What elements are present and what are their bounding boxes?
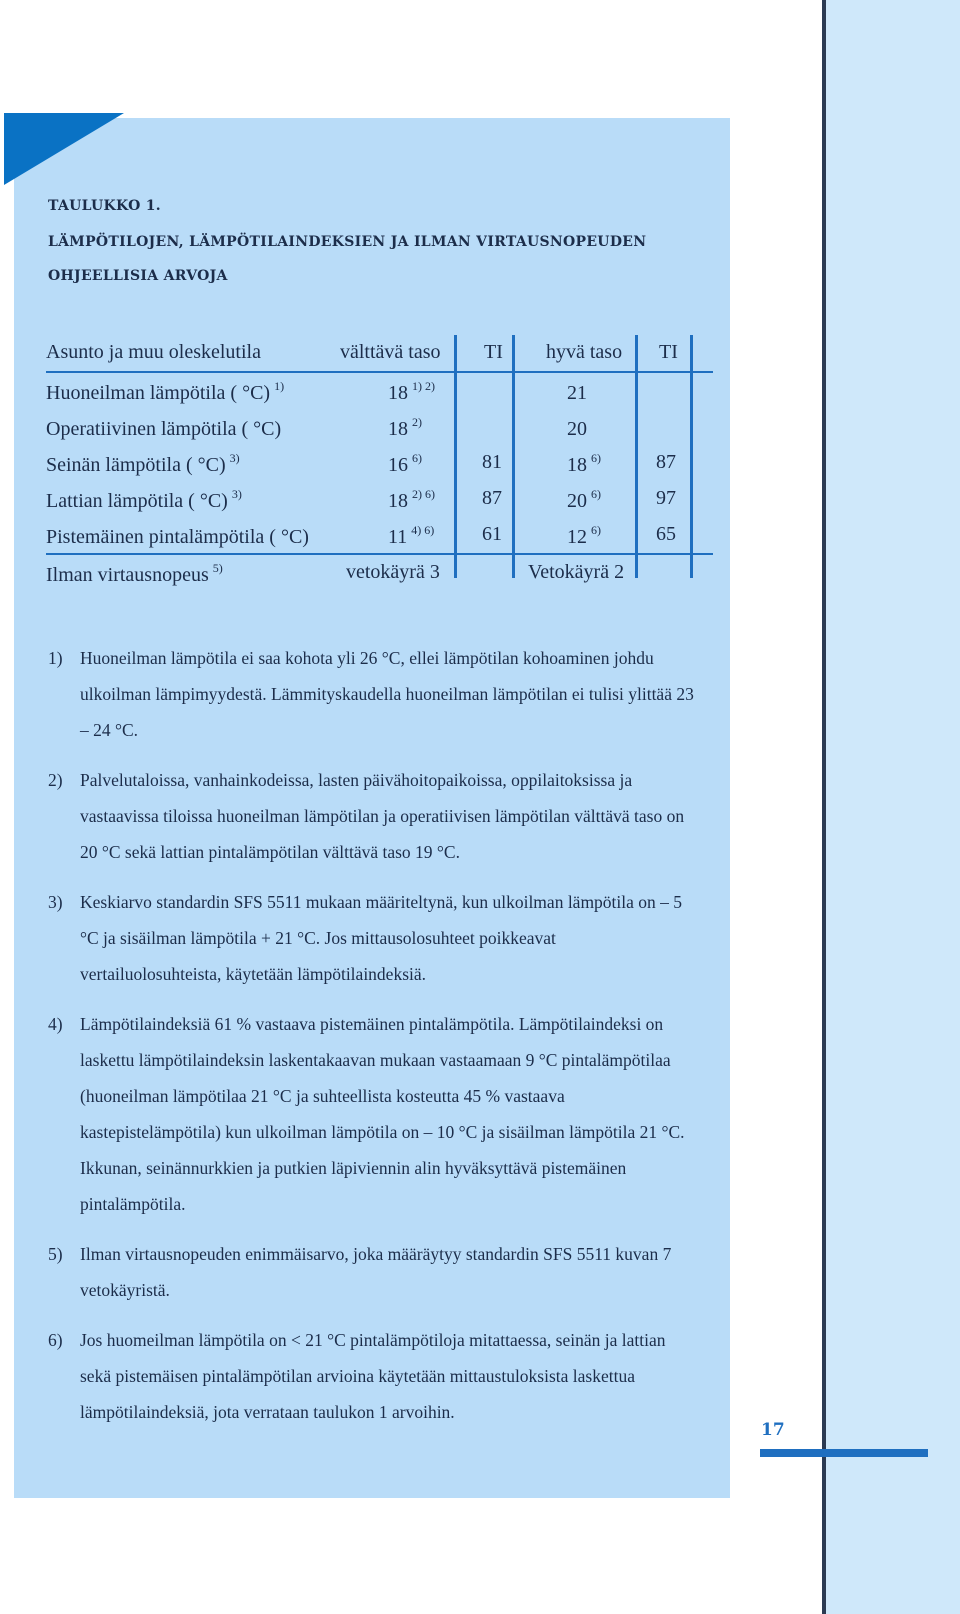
row-ti-acceptable: 87	[482, 487, 502, 509]
footnote	[48, 884, 698, 992]
row-ti-good: 87	[656, 451, 676, 473]
table-row	[46, 409, 713, 445]
footnote	[48, 1236, 698, 1308]
table-column-divider	[512, 335, 515, 578]
page-number-bar	[760, 1449, 928, 1457]
values-table	[46, 335, 713, 591]
header-ti-1: TI	[484, 341, 503, 363]
header-ti-2: TI	[659, 341, 678, 363]
corner-triangle	[4, 113, 124, 185]
row-good-value: 20 $^{6)}$	[567, 487, 601, 512]
header-category: Asunto ja muu oleskelutila	[46, 341, 261, 363]
footnote-text: Lämpötilaindeksiä 61 % vastaava pistemäinen pintalämpötila. Lämpötilaindeksi on laskettu lämpötilaindeksin laskentakaavan mukaan vastaamaan 9 °C pintalämpötilaa (huoneilman lämpötilaa 21 °C ja suhteellista kosteutta 45 % vastaava kastepistelämpötila) kun ulkoilman lämpötila on – 10 °C ja sisäilman lämpötila 21 °C. Ikkunan, seinännurkkien ja putkien läpiviennin alin hyväksyttävä pistemäinen pintalämpötila.	[80, 1014, 685, 1214]
footnote-text: Jos huomeilman lämpötila on < 21 °C pintalämpötiloja mitattaessa, seinän ja lattian sekä pistemäisen pintalämpötilan arvioina käytetään mittaustuloksista laskettua lämpötilaindeksiä, jota verrataan taulukon 1 arvoihin.	[80, 1330, 666, 1422]
table-column-divider	[454, 335, 457, 578]
row-acceptable-value: 16 $^{6)}$	[388, 451, 422, 476]
footnote-text: Ilman virtausnopeuden enimmäisarvo, joka määräytyy standardin SFS 5511 kuvan 7 vetokäyristä.	[80, 1244, 672, 1300]
footnote	[48, 640, 698, 748]
row-ti-good: 97	[656, 487, 676, 509]
footnote-number: 4)	[48, 1014, 63, 1034]
footnote-number: 3)	[48, 892, 63, 912]
footnote-text: Palvelutaloissa, vanhainkodeissa, lasten päivähoitopaikoissa, oppilaitoksissa ja vastaavissa tiloissa huoneilman lämpötilan ja operatiivisen lämpötilan välttävä taso on 20 °C sekä lattian pintalämpötilan välttävä taso 19 °C.	[80, 770, 685, 862]
row-ti-acceptable: 61	[482, 523, 502, 545]
footnote-number: 6)	[48, 1330, 63, 1350]
footnote-text: Keskiarvo standardin SFS 5511 mukaan määriteltynä, kun ulkoilman lämpötila on – 5 °C ja sisäilman lämpötila + 21 °C. Jos mittausolosuhteet poikkeavat vertailuolosuhteista, käytetään lämpötilaindeksiä.	[80, 892, 683, 984]
table-column-divider	[635, 335, 638, 578]
footnote	[48, 1322, 698, 1430]
row-good-value: 12 $^{6)}$	[567, 523, 601, 548]
table-row-airflow	[46, 555, 713, 591]
header-good: hyvä taso	[546, 341, 623, 363]
row-label: Lattian lämpötila ( °C) $^{3)}$	[46, 487, 242, 512]
table-row	[46, 481, 713, 517]
table-row	[46, 517, 713, 555]
footnote-text: Huoneilman lämpötila ei saa kohota yli 26 °C, ellei lämpötilan kohoaminen johdu ulkoilman lämpimyydestä. Lämmityskaudella huoneilman lämpötilan ei tulisi ylittää 23 – 24 °C.	[80, 648, 694, 740]
row-label: Ilman virtausnopeus $^{5)}$	[46, 561, 223, 586]
row-label: Seinän lämpötila ( °C) $^{3)}$	[46, 451, 240, 476]
footnote	[48, 762, 698, 870]
row-label: Huoneilman lämpötila ( °C) $^{1)}$	[46, 379, 285, 404]
header-acceptable: välttävä taso	[340, 341, 441, 363]
table-title-line1: LÄMPÖTILOJEN, LÄMPÖTILAINDEKSIEN JA ILMAN VIRTAUSNOPEUDEN	[48, 234, 647, 250]
row-good-value: 20	[567, 418, 587, 440]
side-divider	[822, 0, 826, 1614]
footnote-number: 2)	[48, 770, 63, 790]
footnote	[48, 1006, 698, 1222]
table-number: TAULUKKO 1.	[48, 198, 161, 214]
row-good-value: 18 $^{6)}$	[567, 451, 601, 476]
table-title-line2: OHJEELLISIA ARVOJA	[48, 268, 228, 284]
footnote-number: 5)	[48, 1244, 63, 1264]
table-column-divider	[690, 335, 693, 578]
row-good-value: 21	[567, 382, 587, 404]
table-row	[46, 445, 713, 481]
row-acceptable-value: 18 $^{2) 6)}$	[388, 487, 435, 512]
table-header-row	[46, 335, 713, 373]
row-acceptable-value: vetokäyrä 3	[346, 561, 440, 583]
table-row	[46, 373, 713, 409]
page-number: 17	[761, 1420, 785, 1440]
row-ti-acceptable: 81	[482, 451, 502, 473]
side-strip	[826, 0, 960, 1614]
row-acceptable-value: 18 $^{2)}$	[388, 415, 422, 440]
row-acceptable-value: 18 $^{1) 2)}$	[388, 379, 435, 404]
row-ti-good: 65	[656, 523, 676, 545]
row-acceptable-value: 11 $^{4) 6)}$	[388, 523, 435, 548]
row-label: Operatiivinen lämpötila ( °C)	[46, 418, 282, 440]
table-body	[46, 373, 713, 555]
row-label: Pistemäinen pintalämpötila ( °C)	[46, 526, 309, 548]
footnote-number: 1)	[48, 648, 63, 668]
row-good-value: Vetokäyrä 2	[528, 561, 625, 583]
footnotes	[48, 640, 698, 1444]
